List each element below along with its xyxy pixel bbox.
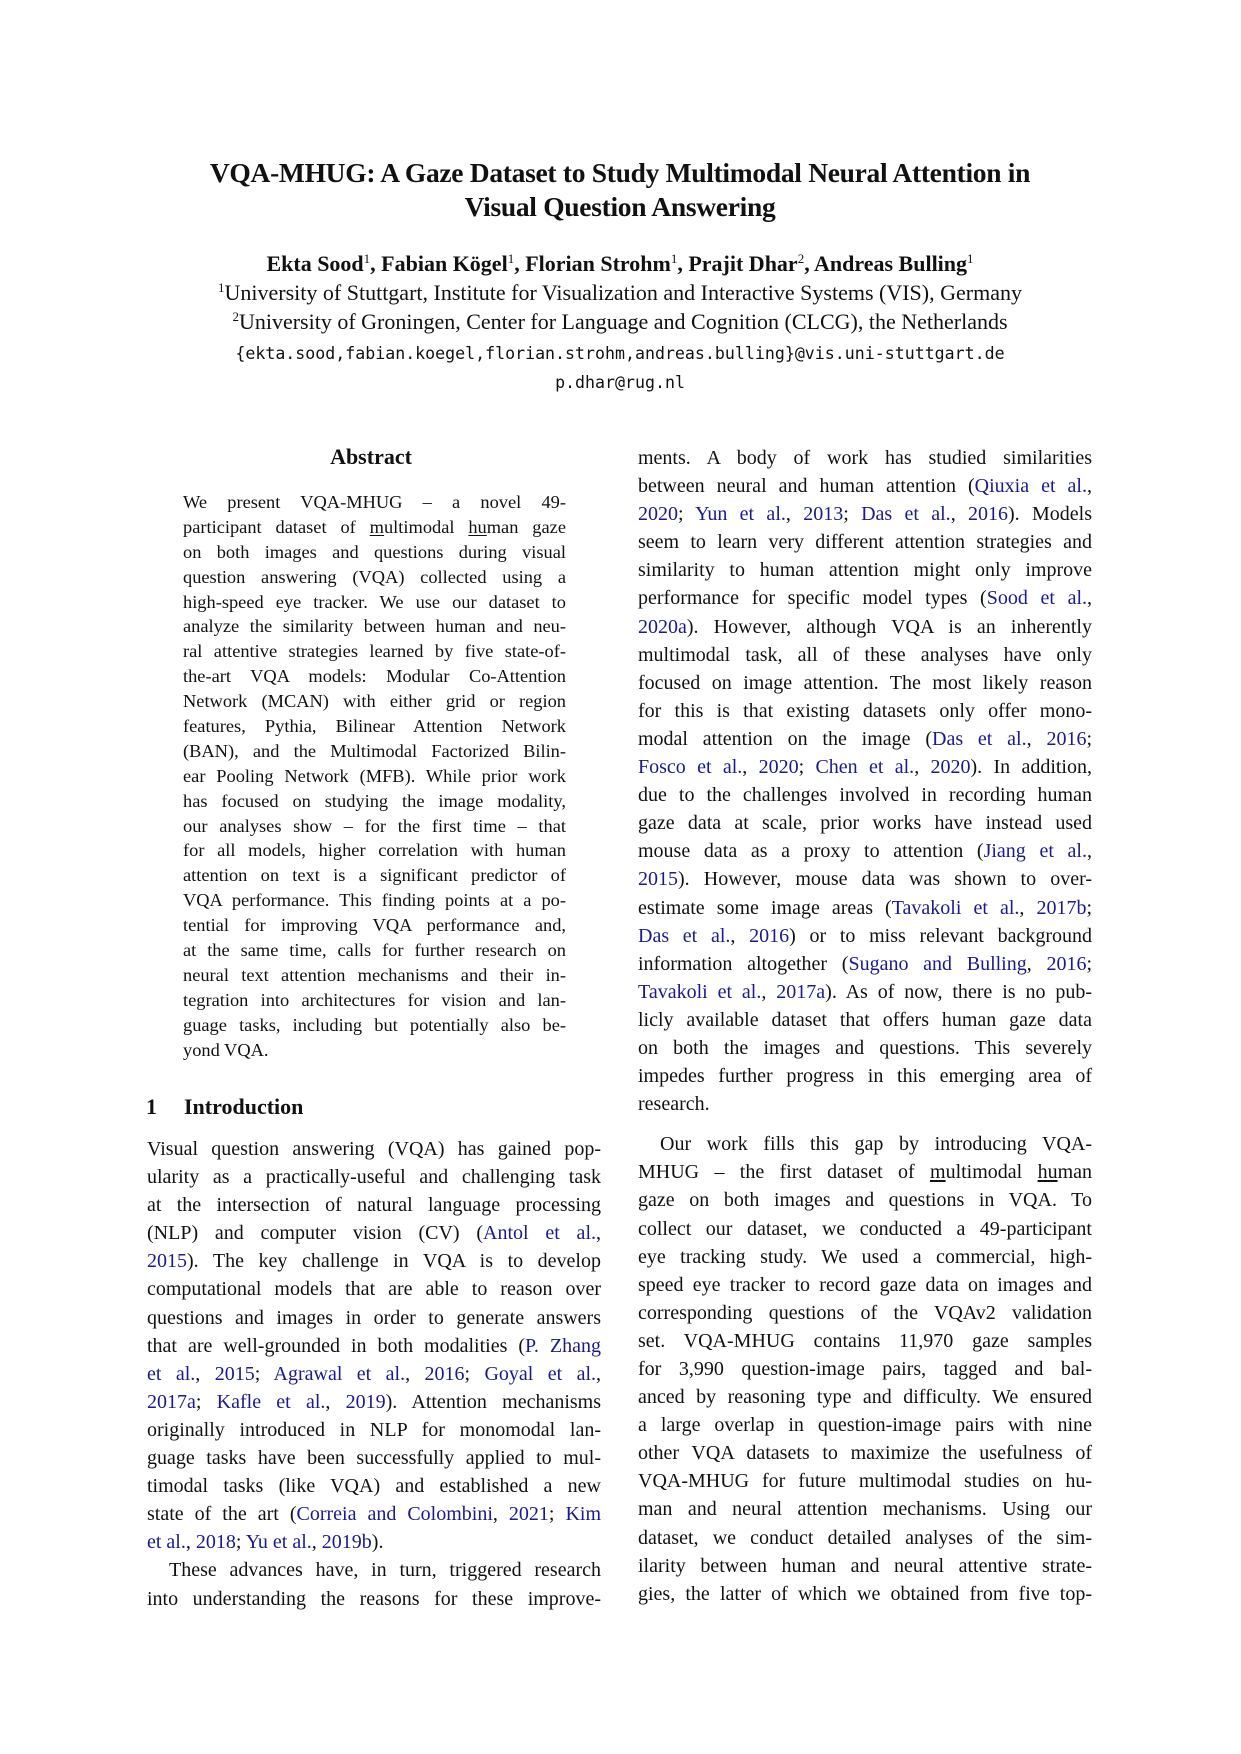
text-run: ;: [678, 503, 696, 526]
citation-link[interactable]: Qiuxia et al.: [974, 475, 1087, 498]
text-run: estimate some image areas (: [638, 896, 892, 919]
citation-link[interactable]: et al.: [147, 1531, 186, 1554]
citation-link[interactable]: P. Zhang: [525, 1334, 601, 1357]
text-line: [638, 922, 1092, 950]
text-run: ). However, although VQA is an inherently: [686, 615, 1092, 638]
text-run: ).: [371, 1531, 384, 1554]
text-line: [638, 669, 1092, 697]
citation-link[interactable]: 2020: [638, 503, 678, 526]
text-line: [638, 1271, 1092, 1299]
text-line: [638, 809, 1092, 837]
text-line: [638, 894, 1092, 922]
text-line: [638, 584, 1092, 612]
text-line: [147, 1247, 601, 1275]
text-run: guage tasks have been successfully applied to mul-: [147, 1447, 601, 1470]
citation-link[interactable]: 2021: [508, 1503, 549, 1526]
text-line: [638, 1580, 1092, 1608]
text-run: anced by reasoning type and difficulty. We ensured: [638, 1386, 1092, 1409]
text-run: similarity to human attention might only improve: [638, 559, 1092, 582]
text-run: timodal tasks (like VQA) and established a new: [147, 1475, 601, 1498]
text-run: man and neural attention mechanisms. Using our: [638, 1498, 1092, 1521]
text-run: eye tracking study. We used a commercial, high-: [638, 1245, 1092, 1268]
text-run: originally introduced in NLP for monomodal lan-: [147, 1418, 601, 1441]
text-line: [638, 556, 1092, 584]
text-run: information altogether (: [638, 952, 849, 975]
abstract-line: [183, 1013, 566, 1038]
citation-link[interactable]: Sugano and Bulling: [848, 952, 1027, 975]
abstract-line: [183, 789, 566, 814]
text-line: [147, 1163, 601, 1191]
text-run: between neural and human attention (: [638, 475, 975, 498]
text-run: ,: [1087, 587, 1093, 610]
text-run: attention on text is a significant predictor of: [183, 865, 566, 886]
text-run: focused on image attention. The most likely reason: [638, 671, 1092, 694]
text-run: questions and images in order to generate answers: [147, 1306, 601, 1329]
author-name: Prajit Dhar: [688, 251, 798, 276]
affiliation-mark: 1: [363, 251, 371, 266]
abstract-line: [183, 888, 566, 913]
citation-link[interactable]: et al.: [147, 1362, 196, 1385]
author-name: Florian Strohm: [525, 251, 671, 276]
text-line: [147, 1416, 601, 1444]
abstract-line: [183, 938, 566, 963]
text-run: features, Pythia, Bilinear Attention Network: [183, 716, 566, 737]
citation-link[interactable]: 2017a: [776, 980, 826, 1003]
text-line: [638, 1495, 1092, 1523]
text-run: ;: [843, 503, 862, 526]
text-run: ;: [1086, 952, 1093, 975]
text-run: computational models that are able to reason over: [147, 1278, 601, 1301]
abstract-line: [183, 913, 566, 938]
text-run: aze: [541, 516, 566, 537]
text-run: These advances have, in turn, triggered research: [169, 1559, 601, 1582]
abstract-line: [183, 1038, 566, 1063]
affiliation-text: University of Groningen, Center for Language and Cognition (CLCG), the Netherlands: [238, 309, 1008, 334]
abstract-body: [183, 490, 566, 1062]
text-run: aze on both images and questions in VQA. To: [648, 1189, 1092, 1212]
text-run: ularity as a practically-useful and challenging task: [147, 1166, 601, 1189]
text-line: [638, 1327, 1092, 1355]
text-run: ,: [914, 756, 931, 779]
text-line: [147, 1585, 601, 1613]
text-run: ). As of now, there is no pub-: [825, 980, 1093, 1003]
citation-link[interactable]: Sood et al.: [986, 587, 1088, 610]
text-line: [638, 1034, 1092, 1062]
text-run: ,: [325, 1390, 346, 1413]
text-run: yond VQA.: [183, 1039, 269, 1060]
text-run: ,: [761, 980, 777, 1003]
citation-link[interactable]: Antol et al.: [483, 1222, 596, 1245]
text-line: [638, 1383, 1092, 1411]
abstract-line: [183, 614, 566, 639]
title-line: Visual Question Answering: [464, 191, 776, 222]
text-run: on both the images and questions. This severely: [638, 1036, 1092, 1059]
text-run: due to the challenges involved in recording human: [638, 784, 1092, 807]
text-run: performance for specific model types (: [638, 587, 987, 610]
text-line: [638, 528, 1092, 556]
text-run: ;: [235, 1531, 246, 1554]
abstract-line: [183, 490, 566, 515]
text-run: dataset, we conduct detailed analyses of the sim-: [638, 1526, 1092, 1549]
citation-link[interactable]: Yun et al.: [695, 503, 786, 526]
author-name: Andreas Bulling: [814, 251, 968, 276]
text-line: [638, 837, 1092, 865]
affiliation-mark: 1: [507, 251, 515, 266]
text-line: [638, 1552, 1092, 1580]
underlined-letters: g: [638, 1189, 648, 1212]
text-line: [638, 472, 1092, 500]
abstract-line: [183, 739, 566, 764]
text-line: [638, 1411, 1092, 1439]
text-run: gies, the latter of which we obtained from five top-: [638, 1582, 1092, 1605]
text-run: research.: [638, 1093, 710, 1116]
text-line: [147, 1360, 601, 1388]
citation-link[interactable]: Tavakoli et al.: [638, 980, 762, 1003]
text-run: ) or to miss relevant background: [789, 924, 1093, 947]
text-run: high-speed eye tracker. We use our dataset to: [183, 591, 566, 612]
underlined-letters: hu: [468, 516, 487, 537]
text-run: on both images and questions during visual: [183, 541, 566, 562]
text-run: at the intersection of natural language processing: [147, 1194, 601, 1217]
author-emails[interactable]: {ekta.sood,fabian.koegel,florian.strohm,andreas.bulling}@vis.uni-stuttgart.de: [235, 344, 1005, 363]
text-run: ). However, mouse data was shown to over-: [678, 868, 1092, 891]
text-run: tegration into architectures for vision and lan-: [183, 989, 566, 1010]
text-run: ,: [1087, 840, 1092, 863]
text-run: ;: [464, 1362, 485, 1385]
citation-link[interactable]: 2018: [195, 1531, 236, 1554]
text-run: ilarity between human and neural attentive strate-: [638, 1554, 1092, 1577]
citation-link[interactable]: 2019: [345, 1390, 386, 1413]
text-run: that are well-grounded in both modalities (: [147, 1334, 526, 1357]
text-run: multimodal task, all of these analyses have only: [638, 643, 1092, 666]
text-run: ). Attention mechanisms: [385, 1390, 602, 1413]
text-run: guage tasks, including but potentially also be-: [183, 1014, 566, 1035]
text-line: [638, 1006, 1092, 1034]
text-run: VQA-MHUG for future multimodal studies on hu-: [638, 1470, 1092, 1493]
text-run: ). In addition,: [970, 756, 1092, 779]
text-line: [147, 1528, 601, 1556]
abstract-line: [183, 515, 566, 540]
text-line: [638, 1439, 1092, 1467]
text-run: ;: [1086, 727, 1093, 750]
section-number: 1: [146, 1094, 157, 1119]
text-run: ral attentive strategies learned by five state-of-: [183, 641, 566, 662]
section-title: Introduction: [184, 1094, 304, 1119]
author-name: Fabian Kögel: [381, 251, 508, 276]
citation-link[interactable]: 2020: [930, 756, 971, 779]
text-run: ,: [730, 924, 750, 947]
text-line: [638, 444, 1092, 472]
text-run: corresponding questions of the VQAv2 validation: [638, 1301, 1092, 1324]
abstract-line: [183, 590, 566, 615]
citation-link[interactable]: 2020a: [638, 615, 687, 638]
text-run: ,: [950, 503, 969, 526]
text-run: licly available dataset that offers human gaze data: [638, 1008, 1092, 1031]
text-run: question answering (VQA) collected using a: [183, 566, 566, 587]
text-run: Our work fills this gap by introducing VQA-: [660, 1133, 1092, 1156]
text-run: neural text attention mechanisms and their in-: [183, 964, 566, 985]
text-run: ,: [1087, 475, 1092, 498]
text-run: gaze data at scale, prior works have instead used: [638, 812, 1092, 835]
text-run: ). Models: [1008, 503, 1092, 526]
text-run: (NLP) and computer vision (CV) (: [147, 1222, 484, 1245]
citation-link[interactable]: Das et al.: [861, 503, 951, 526]
abstract-heading: Abstract: [330, 444, 412, 469]
citation-link[interactable]: 2013: [803, 503, 844, 526]
text-run: mouse data as a proxy to attention (: [638, 840, 984, 863]
citation-link[interactable]: 2015: [638, 868, 678, 891]
paragraph-gap: [638, 1118, 1092, 1130]
text-line: [638, 641, 1092, 669]
text-line: [147, 1304, 601, 1332]
text-line: [638, 1467, 1092, 1495]
abstract-line: [183, 838, 566, 863]
text-run: at the same time, calls for further research on: [183, 940, 566, 961]
author-list: Ekta Sood$^1$, Fabian Kögel$^1$, Florian Strohm$^1$, Prajit Dhar$^2$, Andreas Bulling$^1$: [266, 251, 974, 276]
author-email[interactable]: p.dhar@rug.nl: [555, 373, 685, 392]
text-line: [638, 1299, 1092, 1327]
text-line: [638, 500, 1092, 528]
text-run: ,: [742, 756, 759, 779]
abstract-line: [183, 689, 566, 714]
text-run: MHUG – the first dataset of: [638, 1161, 930, 1184]
abstract-line: [183, 664, 566, 689]
text-line: [638, 950, 1092, 978]
text-line: [147, 1275, 601, 1303]
text-line: [638, 1090, 1092, 1118]
citation-link[interactable]: Jiang et al.: [983, 840, 1087, 863]
abstract-line: [183, 988, 566, 1013]
text-line: [147, 1444, 601, 1472]
abstract-line: [183, 764, 566, 789]
underlined-letters: g: [532, 516, 542, 537]
citation-link[interactable]: Das et al.: [932, 727, 1027, 750]
text-run: We present VQA-MHUG – a novel 49-: [183, 492, 566, 512]
text-run: tential for improving VQA performance and,: [183, 915, 566, 936]
citation-link[interactable]: Agrawal et al.: [273, 1362, 406, 1385]
text-line: [638, 1355, 1092, 1383]
text-line: [638, 1243, 1092, 1271]
text-run: ;: [254, 1362, 274, 1385]
underlined-letters: m: [369, 516, 384, 537]
underlined-letters: m: [930, 1161, 946, 1184]
text-line: [638, 865, 1092, 893]
text-run: ,: [596, 1222, 601, 1245]
text-run: speed eye tracker to record gaze data on images and: [638, 1273, 1092, 1296]
text-run: state of the art (: [147, 1503, 297, 1526]
text-run: impedes further progress in this emerging area of: [638, 1065, 1092, 1088]
text-run: other VQA datasets to maximize the usefulness of: [638, 1442, 1092, 1465]
text-line: [638, 1158, 1092, 1186]
text-line: [638, 781, 1092, 809]
text-line: [638, 1130, 1092, 1158]
text-run: ;: [195, 1390, 217, 1413]
text-line: [147, 1388, 601, 1416]
text-run: ,: [596, 1362, 602, 1385]
text-run: ,: [405, 1362, 425, 1385]
citation-link[interactable]: Yu et al.: [245, 1531, 312, 1554]
text-line: [147, 1135, 601, 1163]
text-run: seem to learn very different attention strategies and: [638, 531, 1092, 554]
citation-link[interactable]: Das et al.: [638, 924, 731, 947]
citation-link[interactable]: Fosco et al.: [638, 756, 743, 779]
citation-link[interactable]: 2016: [424, 1362, 465, 1385]
text-run: set. VQA-MHUG contains 11,970 gaze samples: [638, 1329, 1092, 1352]
introduction-left-column: [147, 1135, 601, 1613]
text-run: ,: [1026, 952, 1047, 975]
text-run: for this is that existing datasets only offer mono-: [638, 699, 1092, 722]
text-run: ,: [195, 1362, 215, 1385]
text-run: ). The key challenge in VQA is to develop: [187, 1250, 601, 1273]
author-name: Ekta Sood: [266, 251, 364, 276]
text-run: Network (MCAN) with either grid or region: [183, 691, 566, 712]
text-run: ,: [185, 1531, 196, 1554]
section-heading-introduction: [146, 1093, 303, 1121]
text-run: our analyses show – for the first time – that: [183, 815, 566, 836]
citation-link[interactable]: 2015: [214, 1362, 255, 1385]
citation-link[interactable]: 2019b: [321, 1531, 372, 1554]
citation-link[interactable]: 2016: [749, 924, 790, 947]
affiliation-mark: 2: [797, 251, 805, 266]
text-run: the-art VQA models: Modular Co-Attention: [183, 666, 566, 687]
abstract-line: [183, 814, 566, 839]
citation-link[interactable]: 2015: [147, 1250, 187, 1273]
text-line: [638, 1524, 1092, 1552]
text-line: [638, 697, 1092, 725]
abstract-line: [183, 714, 566, 739]
text-run: ments. A body of work has studied similarities: [638, 447, 1092, 469]
text-run: has focused on studying the image modality,: [183, 790, 566, 811]
abstract-line: [183, 639, 566, 664]
text-run: participant dataset of: [183, 516, 370, 537]
text-line: [638, 1186, 1092, 1214]
text-run: (BAN), and the Multimodal Factorized Bilin-: [183, 740, 566, 761]
affiliation-1: [120, 279, 1120, 307]
text-run: modal attention on the image (: [638, 727, 933, 750]
text-line: [638, 978, 1092, 1006]
citation-link[interactable]: 2020: [758, 756, 799, 779]
text-run: analyze the similarity between human and neu-: [183, 616, 566, 637]
text-run: Visual question answering (VQA) has gained pop-: [147, 1138, 601, 1160]
title-line: VQA-MHUG: A Gaze Dataset to Study Multimodal Neural Attention in: [209, 157, 1031, 188]
text-line: [147, 1500, 601, 1528]
text-run: man: [486, 516, 533, 537]
citation-link[interactable]: Kim: [565, 1503, 602, 1526]
text-line: [638, 613, 1092, 641]
right-column: [638, 444, 1092, 1608]
affiliation-mark: 1: [967, 251, 974, 266]
affiliation-mark: 2: [232, 309, 239, 324]
text-run: a large overlap in question-image pairs with nine: [638, 1414, 1092, 1437]
abstract-line: [183, 963, 566, 988]
text-line: [638, 1215, 1092, 1243]
abstract-line: [183, 540, 566, 565]
citation-link[interactable]: 2017b: [1036, 896, 1087, 919]
affiliation-2: [120, 308, 1120, 336]
citation-link[interactable]: Chen et al.: [815, 756, 915, 779]
text-run: ,: [1026, 727, 1047, 750]
affiliation-mark: 1: [218, 280, 225, 295]
text-run: for 3,990 question-image pairs, tagged and bal-: [638, 1358, 1092, 1380]
citation-link[interactable]: Kafle et al.: [216, 1390, 326, 1413]
text-run: ear Pooling Network (MFB). While prior work: [183, 765, 566, 786]
text-run: ultimodal: [383, 516, 469, 537]
underlined-letters: hu: [1037, 1161, 1058, 1184]
text-run: ;: [1086, 896, 1092, 919]
citation-link[interactable]: Goyal et al.: [484, 1362, 597, 1385]
text-line: [147, 1472, 601, 1500]
citation-link[interactable]: Correia and Colombini: [296, 1503, 493, 1526]
affiliation-text: University of Stuttgart, Institute for Visualization and Interactive Systems (VIS), Germany: [224, 280, 1022, 305]
citation-link[interactable]: 2016: [968, 503, 1009, 526]
text-line: [147, 1556, 601, 1584]
text-run: ;: [548, 1503, 566, 1526]
text-run: for all models, higher correlation with human: [183, 840, 566, 861]
text-line: [147, 1332, 601, 1360]
text-line: [638, 1062, 1092, 1090]
citation-link[interactable]: 2016: [1046, 952, 1087, 975]
citation-link[interactable]: 2017a: [147, 1390, 196, 1413]
affiliation-mark: 1: [670, 251, 678, 266]
citation-link[interactable]: 2016: [1046, 727, 1087, 750]
text-run: ,: [311, 1531, 322, 1554]
abstract-line: [183, 863, 566, 888]
text-run: man: [1057, 1161, 1092, 1184]
text-run: ultimodal: [945, 1161, 1038, 1184]
text-line: [147, 1219, 601, 1247]
text-line: [638, 725, 1092, 753]
citation-link[interactable]: Tavakoli et al.: [891, 896, 1020, 919]
text-run: VQA performance. This finding points at a po-: [183, 890, 566, 911]
text-run: ,: [492, 1503, 509, 1526]
text-run: ,: [785, 503, 804, 526]
paper-title: [120, 156, 1120, 224]
text-line: [147, 1191, 601, 1219]
text-line: [638, 753, 1092, 781]
abstract-line: [183, 565, 566, 590]
text-run: ,: [1019, 896, 1037, 919]
text-run: into understanding the reasons for these improve-: [147, 1587, 601, 1610]
text-run: collect our dataset, we conducted a 49-participant: [638, 1217, 1092, 1240]
text-run: ;: [798, 756, 816, 779]
